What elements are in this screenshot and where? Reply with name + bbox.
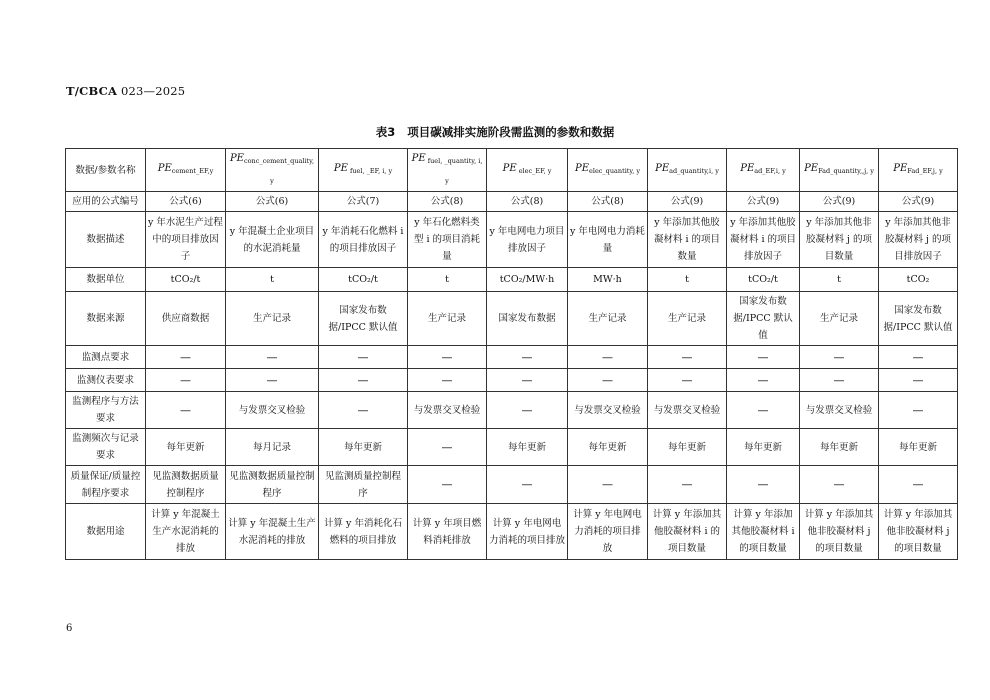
- table-cell: —: [487, 466, 568, 504]
- row-parameter-name: [66, 149, 958, 192]
- table-cell: 与发票交叉检验: [568, 392, 648, 429]
- row-label: 质量保证/质量控制程序要求: [66, 466, 146, 504]
- parameter-subscript: ad_EF,i, y: [754, 167, 786, 175]
- table-cell: —: [568, 346, 648, 369]
- table-cell: 公式(8): [487, 192, 568, 212]
- table-cell: t: [800, 268, 879, 292]
- table-cell: —: [879, 466, 958, 504]
- table-cell: —: [408, 346, 487, 369]
- row-label: 数据描述: [66, 212, 146, 268]
- parameter-subscript: conc_cement_quality, y: [243, 157, 315, 185]
- table-cell: 计算 y 年电网电力消耗的项目排放: [568, 504, 648, 560]
- table-cell: —: [727, 392, 800, 429]
- table-cell: —: [319, 392, 408, 429]
- table-cell: y 年消耗石化燃料 i 的项目排放因子: [319, 212, 408, 268]
- table-cell: 公式(9): [800, 192, 879, 212]
- table-cell: 每年更新: [879, 429, 958, 466]
- table-cell: —: [648, 466, 727, 504]
- table-cell: MW·h: [568, 268, 648, 292]
- parameter-subscript: fuel, _EF, i, y: [347, 167, 393, 175]
- row-label: 数据用途: [66, 504, 146, 560]
- table-cell: tCO₂/t: [727, 268, 800, 292]
- table-cell: 每年更新: [800, 429, 879, 466]
- table-cell: —: [408, 369, 487, 392]
- table-cell: [319, 149, 408, 192]
- table-cell: —: [319, 369, 408, 392]
- parameter-symbol: PE: [502, 163, 517, 174]
- table-cell: —: [146, 369, 226, 392]
- standard-org: T/CBCA: [66, 84, 118, 98]
- table-cell: —: [487, 346, 568, 369]
- table-cell: 国家发布数据/IPCC 默认值: [727, 292, 800, 346]
- table-cell: —: [568, 466, 648, 504]
- table-cell: 公式(9): [648, 192, 727, 212]
- table-cell: tCO₂/t: [319, 268, 408, 292]
- parameter-subscript: fuel, _quantity, i, y: [425, 157, 483, 185]
- table-cell: 每年更新: [568, 429, 648, 466]
- row-description: [66, 212, 958, 268]
- table-cell: —: [319, 346, 408, 369]
- row-unit: [66, 268, 958, 292]
- parameter-subscript: Fad_EF,j, y: [907, 167, 943, 175]
- table-cell: —: [648, 369, 727, 392]
- table-cell: [800, 149, 879, 192]
- table-cell: 每年更新: [146, 429, 226, 466]
- table-cell: 与发票交叉检验: [408, 392, 487, 429]
- row-frequency: [66, 429, 958, 466]
- parameter-subscript: cement_EF,y: [171, 167, 214, 175]
- table-cell: 与发票交叉检验: [226, 392, 319, 429]
- table-cell: [226, 149, 319, 192]
- row-usage: [66, 504, 958, 560]
- table-cell: —: [408, 429, 487, 466]
- table-cell: —: [146, 392, 226, 429]
- table-cell: 生产记录: [568, 292, 648, 346]
- table-cell: [648, 149, 727, 192]
- table-cell: 国家发布数据/IPCC 默认值: [879, 292, 958, 346]
- table-cell: 计算 y 年混凝土生产水泥消耗的排放: [226, 504, 319, 560]
- table-cell: —: [226, 369, 319, 392]
- table-cell: —: [727, 346, 800, 369]
- parameters-table: [65, 148, 958, 560]
- table-cell: 每年更新: [487, 429, 568, 466]
- row-label: 监测程序与方法要求: [66, 392, 146, 429]
- table-cell: 计算 y 年添加其他胶凝材料 i 的项目数量: [648, 504, 727, 560]
- table-cell: y 年添加其他非胶凝材料 j 的项目排放因子: [879, 212, 958, 268]
- row-label: 数据单位: [66, 268, 146, 292]
- table-cell: —: [487, 392, 568, 429]
- table-cell: tCO₂/t: [146, 268, 226, 292]
- table-cell: 见监测数据质量控制程序: [226, 466, 319, 504]
- table-cell: y 年水泥生产过程中的项目排放因子: [146, 212, 226, 268]
- table-cell: tCO₂/MW·h: [487, 268, 568, 292]
- table-cell: 国家发布数据: [487, 292, 568, 346]
- table-cell: 见监测数据质量控制程序: [146, 466, 226, 504]
- table-cell: —: [879, 392, 958, 429]
- table-cell: [879, 149, 958, 192]
- page-number: 6: [66, 623, 73, 634]
- table-cell: 生产记录: [800, 292, 879, 346]
- row-label: 监测点要求: [66, 346, 146, 369]
- table-cell: 计算 y 年添加其他非胶凝材料 j 的项目数量: [879, 504, 958, 560]
- table-cell: 供应商数据: [146, 292, 226, 346]
- table-cell: —: [800, 346, 879, 369]
- table-cell: t: [226, 268, 319, 292]
- table-cell: y 年混凝土企业项目的水泥消耗量: [226, 212, 319, 268]
- table-cell: —: [408, 466, 487, 504]
- row-monitor-point: [66, 346, 958, 369]
- table-cell: y 年电网电力项目排放因子: [487, 212, 568, 268]
- table-cell: —: [568, 369, 648, 392]
- parameter-symbol: PE: [411, 153, 426, 164]
- table-cell: y 年添加其他胶凝材料 i 的项目数量: [648, 212, 727, 268]
- table-cell: —: [800, 466, 879, 504]
- table-cell: y 年石化燃料类型 i 的项目消耗量: [408, 212, 487, 268]
- table-cell: 生产记录: [226, 292, 319, 346]
- table-cell: [568, 149, 648, 192]
- table-cell: 国家发布数据/IPCC 默认值: [319, 292, 408, 346]
- table-cell: —: [226, 346, 319, 369]
- table-cell: 公式(9): [879, 192, 958, 212]
- row-procedure: [66, 392, 958, 429]
- table-cell: 公式(6): [226, 192, 319, 212]
- table-cell: —: [648, 346, 727, 369]
- table-cell: —: [879, 346, 958, 369]
- row-formula: [66, 192, 958, 212]
- table-cell: 计算 y 年混凝土生产水泥消耗的排放: [146, 504, 226, 560]
- table-cell: 公式(6): [146, 192, 226, 212]
- row-label: 监测频次与记录要求: [66, 429, 146, 466]
- table-cell: —: [879, 369, 958, 392]
- table-title: 项目碳减排实施阶段需监测的参数和数据: [407, 125, 615, 139]
- table-cell: 公式(8): [568, 192, 648, 212]
- parameter-symbol: PE: [574, 163, 590, 174]
- row-label: 监测仪表要求: [66, 369, 146, 392]
- table-cell: [727, 149, 800, 192]
- table-cell: 计算 y 年电网电力消耗的项目排放: [487, 504, 568, 560]
- table-cell: —: [487, 369, 568, 392]
- row-instrument: [66, 369, 958, 392]
- table-cell: 公式(7): [319, 192, 408, 212]
- table-cell: 计算 y 年添加其他非胶凝材料 j 的项目数量: [800, 504, 879, 560]
- table-cell: 每年更新: [319, 429, 408, 466]
- parameter-symbol: PE: [804, 163, 819, 174]
- row-label: 数据/参数名称: [66, 149, 146, 192]
- table-cell: [487, 149, 568, 192]
- table-cell: 与发票交叉检验: [800, 392, 879, 429]
- table-cell: t: [648, 268, 727, 292]
- table-cell: 计算 y 年消耗化石燃料的项目排放: [319, 504, 408, 560]
- parameter-symbol: PE: [655, 163, 670, 174]
- table-cell: 计算 y 年项目燃料消耗排放: [408, 504, 487, 560]
- parameter-subscript: Fad_quantity,,j, y: [818, 167, 874, 175]
- table-cell: [408, 149, 487, 192]
- standard-code: 023—2025: [120, 84, 186, 98]
- row-label: 应用的公式编号: [66, 192, 146, 212]
- table-cell: tCO₂: [879, 268, 958, 292]
- table-cell: —: [727, 369, 800, 392]
- table-cell: —: [800, 369, 879, 392]
- table-cell: 公式(9): [727, 192, 800, 212]
- parameter-subscript: elec_EF, y: [516, 167, 552, 175]
- table-cell: 生产记录: [648, 292, 727, 346]
- parameter-subscript: ad_quantity,i, y: [669, 167, 719, 175]
- table-number: 表3: [375, 125, 396, 139]
- table-caption: [0, 124, 990, 140]
- table-cell: 每年更新: [648, 429, 727, 466]
- row-label: 数据来源: [66, 292, 146, 346]
- table-cell: 每月记录: [226, 429, 319, 466]
- table-cell: 每年更新: [727, 429, 800, 466]
- table-cell: 与发票交叉检验: [648, 392, 727, 429]
- document-header: [66, 84, 185, 98]
- parameter-symbol: PE: [893, 163, 908, 174]
- table-cell: —: [146, 346, 226, 369]
- table-cell: t: [408, 268, 487, 292]
- table-cell: —: [727, 466, 800, 504]
- row-qa: [66, 466, 958, 504]
- table-cell: y 年电网电力消耗量: [568, 212, 648, 268]
- parameter-symbol: PE: [740, 163, 755, 174]
- row-source: [66, 292, 958, 346]
- parameter-subscript: elec_quantity, y: [589, 167, 641, 175]
- table-cell: [146, 149, 226, 192]
- parameter-symbol: PE: [333, 163, 348, 174]
- table-cell: y 年添加其他非胶凝材料 j 的项目数量: [800, 212, 879, 268]
- table-cell: 计算 y 年添加其他胶凝材料 i 的项目数量: [727, 504, 800, 560]
- table-cell: 生产记录: [408, 292, 487, 346]
- table-cell: y 年添加其他胶凝材料 i 的项目排放因子: [727, 212, 800, 268]
- parameter-symbol: PE: [229, 153, 244, 164]
- table-cell: 见监测质量控制程序: [319, 466, 408, 504]
- parameter-symbol: PE: [157, 163, 172, 174]
- table-cell: 公式(8): [408, 192, 487, 212]
